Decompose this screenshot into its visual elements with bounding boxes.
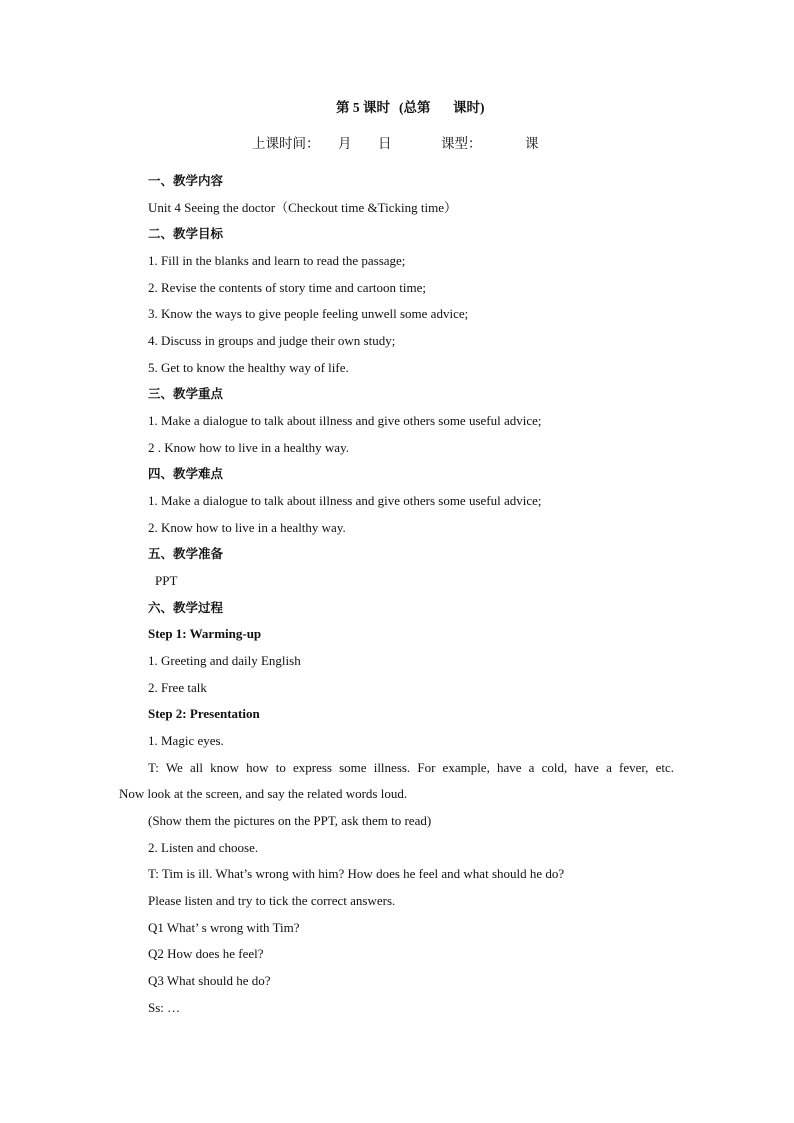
question-q3: Q3 What should he do? [148, 973, 271, 988]
step1-item: 2. Free talk [148, 680, 207, 695]
question-q2: Q2 How does he feel? [148, 946, 264, 961]
step2-teacher-line-2: Now look at the screen, and say the related words loud. [119, 786, 408, 801]
section-heading-preparation: 五、教学准备 [148, 546, 224, 561]
lesson-title-prefix: 第 5 课时 [336, 100, 390, 115]
section-heading-process: 六、教学过程 [148, 600, 224, 615]
step2-show-note: (Show them the pictures on the PPT, ask them to read) [148, 813, 432, 828]
goal-item: 3. Know the ways to give people feeling unwell some advice; [148, 306, 469, 321]
step1-item: 1. Greeting and daily English [148, 653, 301, 668]
goal-item: 4. Discuss in groups and judge their own study; [148, 333, 396, 348]
key-point-item: 1. Make a dialogue to talk about illness and give others some useful advice; [148, 413, 542, 428]
day-label: 日 [378, 136, 392, 151]
step1-title: Step 1: Warming-up [148, 626, 262, 641]
section-heading-key-points: 三、教学重点 [148, 386, 224, 401]
step2-instruction: Please listen and try to tick the correct answers. [148, 893, 396, 908]
lesson-type-label: 课型： [441, 136, 482, 151]
step2-listen-choose: 2. Listen and choose. [148, 840, 259, 855]
goal-item: 1. Fill in the blanks and learn to read the passage; [148, 253, 406, 268]
content-line: Unit 4 Seeing the doctor（Checkout time &Ticking time） [148, 200, 457, 215]
step2-magic-eyes: 1. Magic eyes. [148, 733, 224, 748]
goal-item: 2. Revise the contents of story time and cartoon time; [148, 280, 426, 295]
students-response: Ss: … [148, 1000, 181, 1015]
section-heading-goals: 二、教学目标 [148, 226, 224, 241]
lesson-title-end: 课时) [453, 100, 485, 115]
key-point-item: 2 . Know how to live in a healthy way. [148, 440, 349, 455]
month-label: 月 [338, 136, 352, 151]
section-heading-content: 一、教学内容 [148, 173, 224, 188]
class-time-label: 上课时间： [252, 136, 320, 151]
preparation-item: PPT [155, 573, 178, 588]
step2-teacher-line-1: T: We all know how to express some illness. For example, have a cold, have a fever, etc. [148, 760, 674, 775]
goal-item: 5. Get to know the healthy way of life. [148, 360, 349, 375]
lesson-type-suffix: 课 [525, 136, 539, 151]
difficult-point-item: 2. Know how to live in a healthy way. [148, 520, 346, 535]
step2-title: Step 2: Presentation [148, 706, 260, 721]
question-q1: Q1 What’ s wrong with Tim? [148, 920, 300, 935]
lesson-title-suffix: (总第 [399, 100, 431, 115]
step2-teacher-question: T: Tim is ill. What’s wrong with him? How does he feel and what should he do? [148, 866, 565, 881]
section-heading-difficult-points: 四、教学难点 [148, 466, 224, 481]
difficult-point-item: 1. Make a dialogue to talk about illness and give others some useful advice; [148, 493, 542, 508]
